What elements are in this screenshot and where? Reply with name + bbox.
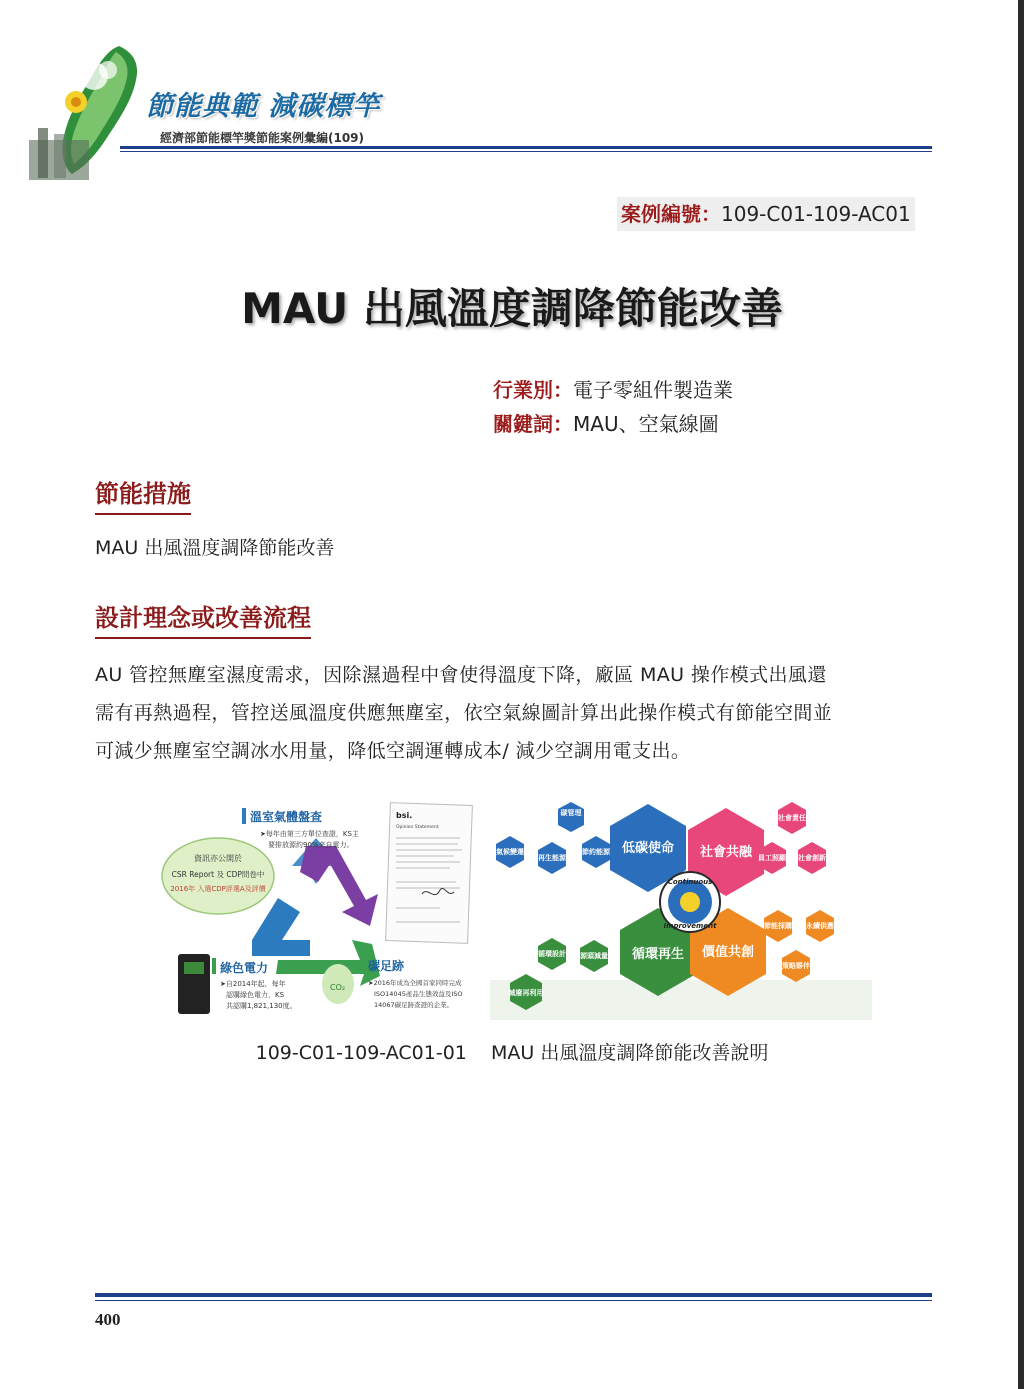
left-panel <box>162 803 472 1014</box>
case-number-label: 案例編號： <box>621 202 721 226</box>
page-title: MAU 出風溫度調降節能改善 <box>241 284 783 333</box>
carbon-text-line: ISO14045產品生態效益及ISO <box>374 990 463 998</box>
continuous-ring-core <box>680 892 700 912</box>
section-title-design: 設計理念或改善流程 <box>95 598 311 639</box>
background-band <box>490 980 872 1020</box>
footer-rule-thin <box>95 1300 932 1301</box>
green-text-line: ➤自2014年起，每年 <box>220 980 286 988</box>
design-paragraph <box>95 656 935 770</box>
page-number: 400 <box>95 1310 121 1329</box>
hex-label: 社會創新 <box>798 854 826 862</box>
certificate-brand: bsi. <box>396 811 413 820</box>
page-edge <box>1018 0 1024 1389</box>
ghg-text-line: ➤每年由第三方單位查證，KS主 <box>260 830 359 838</box>
figure-caption: 109-C01-109-AC01-01 MAU 出風溫度調降節能改善說明 <box>255 1042 769 1064</box>
green-power-title: 綠色電力 <box>220 961 269 975</box>
right-panel <box>490 802 872 1020</box>
measure-text: MAU 出風溫度調降節能改善 <box>95 537 335 559</box>
hex-label: 員工照顧 <box>758 854 786 862</box>
hex-label: 減廢再利用 <box>508 989 544 997</box>
hex-label: 碳管理 <box>560 809 582 817</box>
case-number <box>617 197 915 231</box>
hex-label: 氣候變遷 <box>496 848 524 856</box>
industry-value: 電子零組件製造業 <box>573 378 733 402</box>
hex-label: 源頭減量 <box>580 952 608 960</box>
hex-label: 永續供應 <box>806 922 834 930</box>
case-number-value: 109-C01-109-AC01 <box>721 202 911 226</box>
ghg-marker <box>242 808 246 824</box>
hex-label: 社會責任 <box>778 814 806 822</box>
green-marker <box>212 958 216 974</box>
hex-label: 價值共創 <box>701 945 755 960</box>
carbon-text-line: ➤2016年成為全國首家同時完成 <box>368 979 462 987</box>
hex-label: 再生能源 <box>538 854 566 862</box>
ring-label-top: Continuous <box>667 878 713 886</box>
ghg-text-line: 要排放源約90%來自電力。 <box>268 841 354 849</box>
section-title-measure: 節能措施 <box>95 474 191 515</box>
figure-illustration <box>160 790 872 1022</box>
hex-label: 循環再生 <box>631 947 685 962</box>
green-text-line: 認購綠色電力，KS <box>226 991 285 999</box>
keywords-value: MAU、空氣線圖 <box>573 412 719 436</box>
footer-rule <box>95 1293 932 1297</box>
office-text-line: 資訊亦公開於 <box>194 854 242 863</box>
design-line: AU 管控無塵室濕度需求，因除濕過程中會使得溫度下降，廠區 MAU 操作模式出風還 <box>95 664 827 686</box>
header-subtitle: 經濟部節能標竿獎節能案例彙編(109) <box>160 131 365 145</box>
keywords-label: 關鍵詞： <box>493 412 573 436</box>
office-text-line: CSR Report 及 CDP問卷中 <box>171 870 265 879</box>
industry-row <box>493 374 733 403</box>
ring-label-bottom: Improvement <box>663 922 717 930</box>
ghg-title: 溫室氣體盤查 <box>250 810 323 824</box>
header-rule-thin <box>120 151 932 152</box>
header-rule <box>120 146 932 149</box>
certificate-heading: Opinion Statement <box>396 825 439 830</box>
recycle-arrow <box>252 898 310 956</box>
industry-label: 行業別： <box>493 378 573 402</box>
carbon-marker <box>360 956 364 972</box>
hex-label: 節能採購 <box>764 922 792 930</box>
design-line: 可減少無塵室空調冰水用量，降低空調運轉成本/ 減少空調用電支出。 <box>95 740 691 762</box>
carbon-text-line: 14067碳足跡查證的企業。 <box>374 1001 454 1009</box>
header-title: 節能典範 減碳標竿 <box>146 91 381 122</box>
green-text-line: 共認購1,821,130度。 <box>226 1002 297 1010</box>
office-text-line: 2016年 入選CDP評選A及評價 <box>170 885 266 893</box>
hex-carbon-mgmt <box>558 802 584 832</box>
design-line: 需有再熱過程，管控送風溫度供應無塵室，依空氣線圖計算出此操作模式有節能空間並 <box>95 702 833 724</box>
hex-label: 策略夥伴 <box>782 962 810 970</box>
green-power-screen <box>184 962 204 974</box>
hex-label: 節約能源 <box>582 848 610 856</box>
recycle-arrow <box>300 846 378 926</box>
keywords-row <box>493 408 719 437</box>
hex-label: 循環設計 <box>538 950 566 958</box>
co2-label: CO₂ <box>330 983 346 992</box>
taiwan-map-logo <box>24 40 164 180</box>
hex-label: 社會共融 <box>699 845 753 860</box>
hex-label: 低碳使命 <box>621 841 675 856</box>
carbon-title: 碳足跡 <box>368 959 405 973</box>
